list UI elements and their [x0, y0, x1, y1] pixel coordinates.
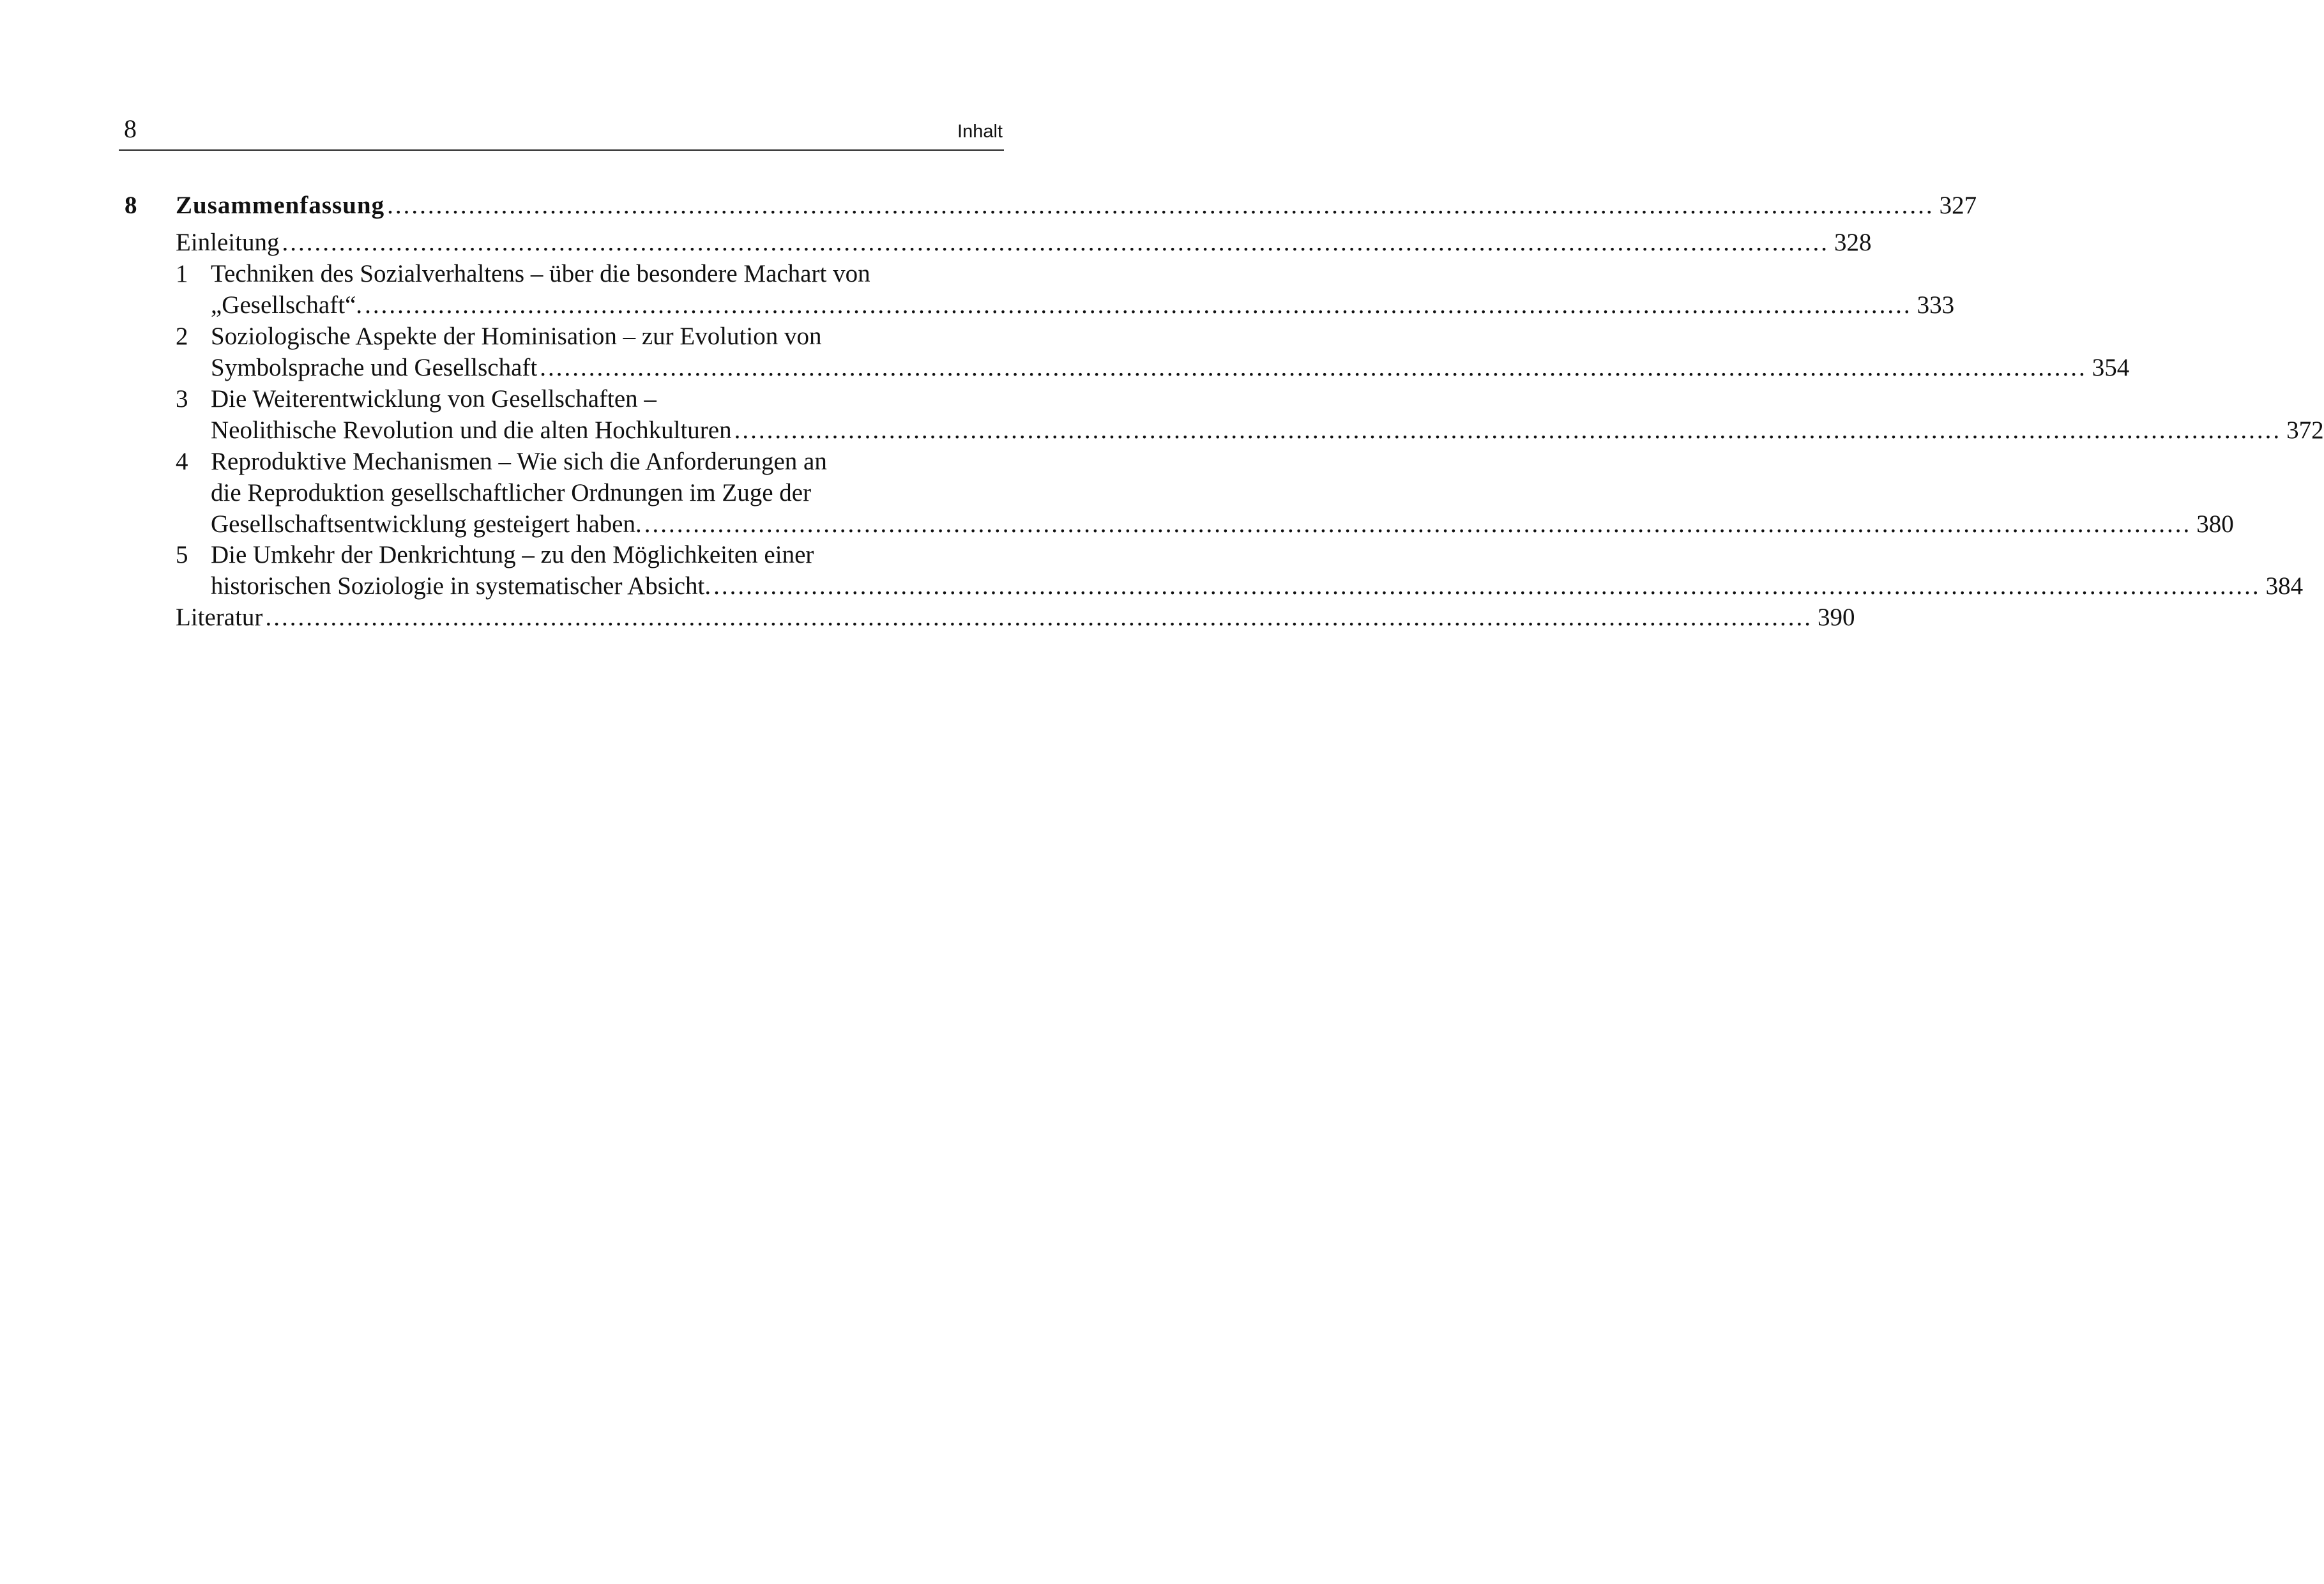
entry-title-line: Die Umkehr der Denkrichtung – zu den Möglichkeiten einer: [211, 541, 814, 568]
page-reference: 384: [2265, 572, 2304, 600]
entry-title-line: „Gesellschaft“.: [211, 291, 363, 319]
section-number: 1: [176, 260, 188, 287]
entry-title: Einleitung: [176, 229, 280, 256]
dot-leader: ..............................................................................................................................................................................................: [734, 416, 2282, 444]
entry-title-line: Gesellschaftsentwicklung gesteigert haben.: [211, 510, 642, 538]
dot-leader: ..............................................................................................................................................................................................: [365, 291, 1912, 319]
toc-entry-literatur[interactable]: [176, 602, 1855, 633]
toc-entry-einleitung[interactable]: [176, 227, 1872, 258]
entry-title-line: Techniken des Sozialverhaltens – über die besondere Machart von: [211, 260, 870, 287]
entry-title-line: Neolithische Revolution und die alten Hochkulturen: [211, 416, 732, 444]
section-number: 3: [176, 385, 188, 413]
entry-title-line: Symbolsprache und Gesellschaft: [211, 354, 538, 381]
page-reference: 328: [1834, 229, 1872, 256]
dot-leader: ..............................................................................................................................................................................................: [540, 354, 2087, 381]
toc-entry-section-2[interactable]: [211, 321, 2130, 383]
toc-entry-section-5[interactable]: [211, 539, 2304, 602]
entry-title-line: Die Weiterentwicklung von Gesellschaften –: [211, 385, 657, 413]
chapter-title: Zusammenfassung: [176, 192, 385, 219]
chapter-number: 8: [125, 192, 137, 219]
page-reference: 390: [1817, 604, 1855, 631]
toc-entry-chapter[interactable]: [176, 190, 1977, 221]
page-number: 8: [124, 114, 137, 143]
page-reference: 333: [1917, 291, 1955, 319]
entry-title-line: Reproduktive Mechanismen – Wie sich die Anforderungen an: [211, 448, 827, 475]
page-reference: 372: [2286, 416, 2324, 444]
dot-leader: ..............................................................................................................................................................................................: [644, 510, 2192, 538]
entry-title-line: historischen Soziologie in systematischer Absicht.: [211, 572, 711, 600]
page-reference: 380: [2196, 510, 2234, 538]
entry-title-line: die Reproduktion gesellschaftlicher Ordnungen im Zuge der: [211, 479, 812, 506]
page-reference: 354: [2092, 354, 2130, 381]
dot-leader: ..............................................................................................................................................................................................: [387, 192, 1934, 219]
toc-entry-section-1[interactable]: [211, 258, 1955, 321]
dot-leader: ..............................................................................................................................................................................................: [265, 604, 1812, 631]
entry-title: Literatur: [176, 604, 263, 631]
entry-title-line: Soziologische Aspekte der Hominisation – zur Evolution von: [211, 323, 822, 350]
table-of-contents: [0, 0, 2324, 703]
toc-entry-section-4[interactable]: [211, 446, 2234, 540]
page-reference: 327: [1939, 192, 1977, 219]
toc-entry-section-3[interactable]: [211, 383, 2324, 446]
dot-leader: ..............................................................................................................................................................................................: [713, 572, 2261, 600]
section-number: 5: [176, 541, 188, 568]
section-number: 4: [176, 448, 188, 475]
running-title: Inhalt: [957, 121, 1003, 142]
section-number: 2: [176, 323, 188, 350]
dot-leader: ..............................................................................................................................................................................................: [282, 229, 1829, 256]
